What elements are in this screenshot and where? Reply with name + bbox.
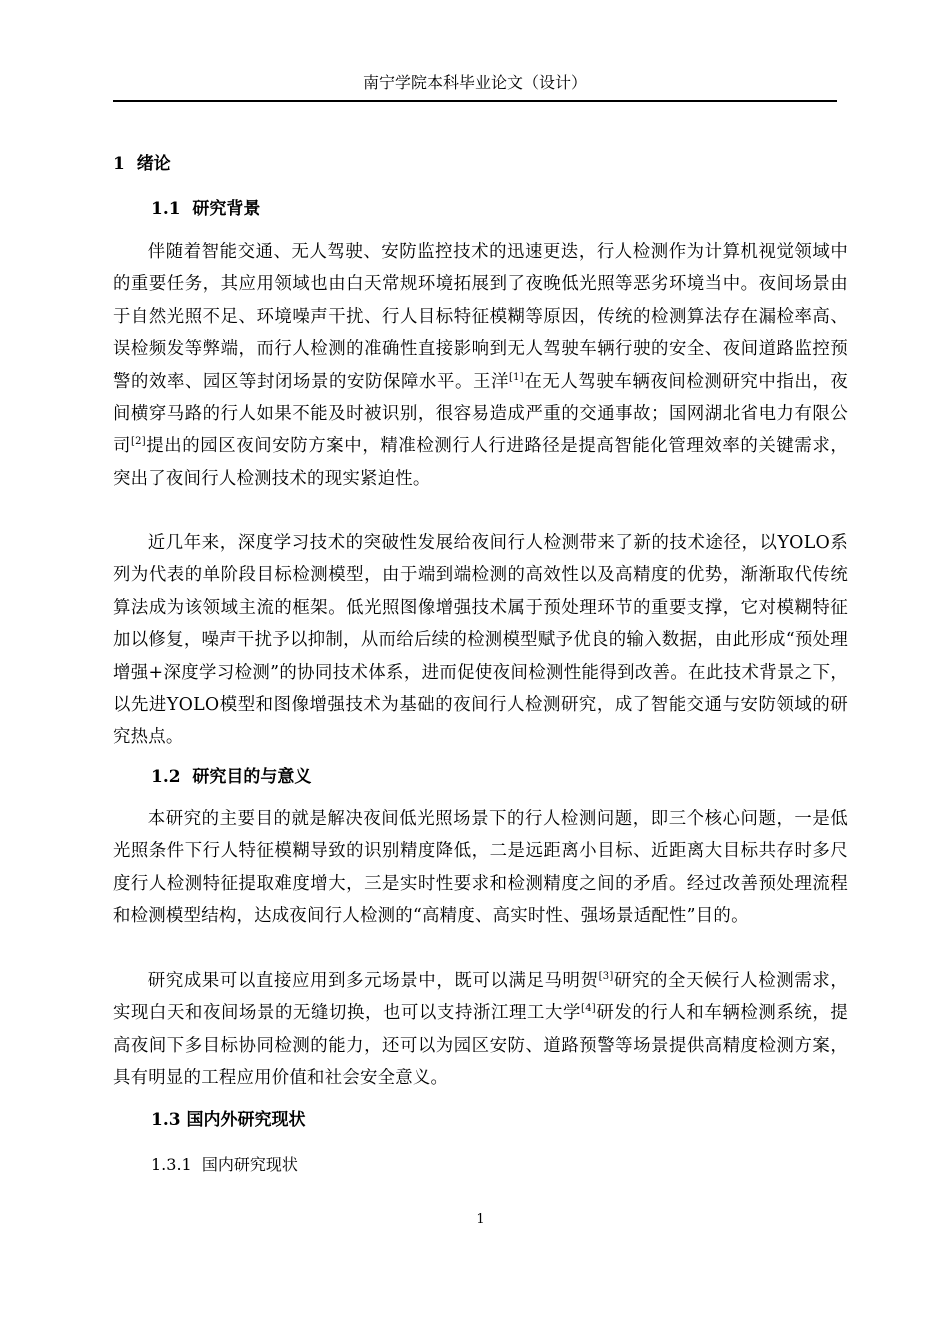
citation-ref: [3] bbox=[598, 971, 614, 983]
header-rule bbox=[113, 100, 837, 102]
section-heading-1-1 bbox=[151, 197, 260, 221]
section-number: 1.3 bbox=[151, 1110, 181, 1130]
subsection-number: 1.3.1 bbox=[151, 1155, 192, 1174]
paragraph bbox=[113, 236, 848, 495]
paragraph bbox=[113, 965, 848, 1095]
subsection-heading-1-3-1 bbox=[151, 1153, 298, 1177]
paragraph-text: 研究的全天候行人检测需求，实现白天和夜间场景的无缝切换，也可以支持浙江理工大学 bbox=[113, 971, 848, 1024]
subsection-title: 国内研究现状 bbox=[201, 1155, 298, 1174]
chapter-number: 1 bbox=[113, 154, 125, 174]
section-heading-1-3 bbox=[151, 1108, 306, 1132]
section-title: 研究目的与意义 bbox=[192, 767, 312, 787]
section-number: 1.1 bbox=[151, 199, 181, 219]
chapter-title: 绪论 bbox=[136, 154, 171, 174]
paragraph bbox=[113, 803, 848, 933]
paragraph-text: 近几年来，深度学习技术的突破性发展给夜间行人检测带来了新的技术途径，以YOLO系列为代表的单阶段目标检测模型，由于端到端检测的高效性以及高精度的优势，渐渐取代传统算法成为该领域主流的框架。低光照图像增强技术属于预处理环节的重要支撑，它对模糊特征加以修复，噪声干扰予以抑制，从而给后续的检测模型赋予优良的输入数据，由此形成“预处理增强+深度学习检测”的协同技术体系，进而促使夜间检测性能得到改善。在此技术背景之下，以先进YOLO模型和图像增强技术为基础的夜间行人检测研究，成了智能交通与安防领域的研究热点。 bbox=[113, 533, 848, 748]
page-number: 1 bbox=[476, 1212, 485, 1227]
citation-ref: [2] bbox=[131, 436, 146, 448]
citation-ref: [1] bbox=[509, 371, 524, 383]
paragraph-text: 在无人驾驶车辆夜间检测研究中指出，夜间横穿马路的行人如果不能及时被识别，很容易造成严重的交通事故；国网湖北省电力有限公司 bbox=[113, 371, 848, 457]
chapter-heading bbox=[113, 152, 171, 176]
page-header-title: 南宁学院本科毕业论文（设计） bbox=[362, 73, 587, 92]
section-heading-1-2 bbox=[151, 765, 311, 789]
citation-ref: [4] bbox=[581, 1003, 596, 1015]
section-title: 研究背景 bbox=[192, 199, 261, 219]
paragraph-text: 本研究的主要目的就是解决夜间低光照场景下的行人检测问题，即三个核心问题，一是低光照条件下行人特征模糊导致的识别精度降低，二是远距离小目标、近距离大目标共存时多尺度行人检测特征提取难度增大，三是实时性要求和检测精度之间的矛盾。经过改善预处理流程和检测模型结构，达成夜间行人检测的“高精度、高实时性、强场景适配性”目的。 bbox=[113, 809, 848, 927]
paragraph-text: 伴随着智能交通、无人驾驶、安防监控技术的迅速更迭，行人检测作为计算机视觉领域中的重要任务，其应用领域也由白天常规环境拓展到了夜晚低光照等恶劣环境当中。夜间场景由于自然光照不足、环境噪声干扰、行人目标特征模糊等原因，传统的检测算法存在漏检率高、误检频发等弊端，而行人检测的准确性直接影响到无人驾驶车辆行驶的安全、夜间道路监控预警的效率、园区等封闭场景的安防保障水平。王洋 bbox=[113, 242, 848, 392]
paragraph-text: 研发的行人和车辆检测系统，提高夜间下多目标协同检测的能力，还可以为园区安防、道路预警等场景提供高精度检测方案，具有明显的工程应用价值和社会安全意义。 bbox=[113, 1003, 848, 1089]
paragraph-text: 提出的园区夜间安防方案中，精准检测行人行进路径是提高智能化管理效率的关键需求，突出了夜间行人检测技术的现实紧迫性。 bbox=[113, 436, 848, 489]
section-number: 1.2 bbox=[151, 767, 181, 787]
paragraph bbox=[113, 527, 848, 754]
section-title: 国内外研究现状 bbox=[186, 1110, 306, 1130]
paragraph-text: 研究成果可以直接应用到多元场景中，既可以满足马明贺 bbox=[147, 971, 599, 991]
